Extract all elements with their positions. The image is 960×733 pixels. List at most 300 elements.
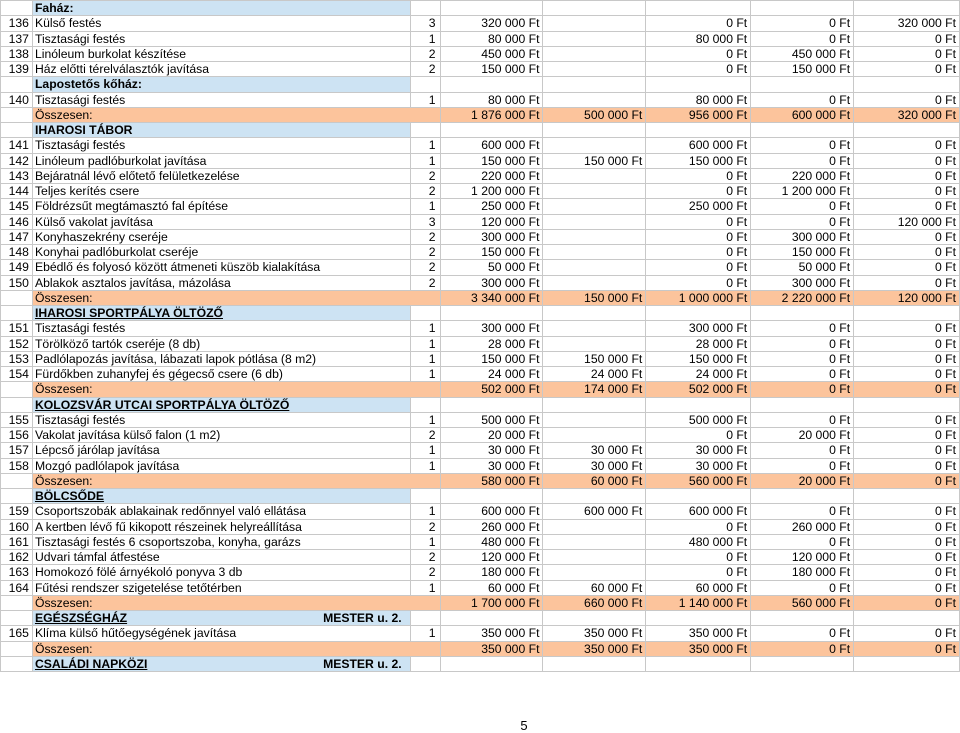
- empty-cell: [646, 1, 751, 16]
- table-row: [1, 504, 960, 519]
- empty-cell: [854, 77, 960, 92]
- item-col2: 0 Ft: [646, 62, 751, 77]
- empty-cell: [543, 1, 646, 16]
- subtotal-label: Összesen:: [32, 641, 440, 656]
- row-number: 137: [1, 31, 33, 46]
- item-col3: 0 Ft: [751, 92, 854, 107]
- item-col2: 0 Ft: [646, 168, 751, 183]
- row-number-cell: [1, 1, 33, 16]
- row-number: 147: [1, 229, 33, 244]
- empty-cell: [543, 611, 646, 626]
- table-row: [1, 626, 960, 641]
- empty-cell: [440, 611, 543, 626]
- item-quantity: 2: [410, 184, 440, 199]
- item-col4: 0 Ft: [854, 138, 960, 153]
- table-row: [1, 199, 960, 214]
- row-number-cell: [1, 595, 33, 610]
- item-col4: 0 Ft: [854, 260, 960, 275]
- row-number: 145: [1, 199, 33, 214]
- section-header-row: [1, 656, 960, 671]
- item-col1: [543, 62, 646, 77]
- item-col2: 150 000 Ft: [646, 351, 751, 366]
- item-total: 80 000 Ft: [440, 31, 543, 46]
- table-row: [1, 565, 960, 580]
- item-name: Ház előtti térelválasztók javítása: [32, 62, 410, 77]
- subtotal-row: [1, 595, 960, 610]
- item-quantity: 2: [410, 62, 440, 77]
- item-total: 120 000 Ft: [440, 214, 543, 229]
- empty-cell: [854, 489, 960, 504]
- item-quantity: 1: [410, 626, 440, 641]
- item-col4: 0 Ft: [854, 458, 960, 473]
- section-title: [32, 611, 410, 626]
- item-col1: 24 000 Ft: [543, 367, 646, 382]
- item-total: 150 000 Ft: [440, 153, 543, 168]
- item-col1: [543, 229, 646, 244]
- empty-cell: [646, 397, 751, 412]
- item-col4: 0 Ft: [854, 626, 960, 641]
- empty-cell: [543, 306, 646, 321]
- empty-cell: [410, 656, 440, 671]
- item-total: 180 000 Ft: [440, 565, 543, 580]
- item-name: Udvari támfal átfestése: [32, 550, 410, 565]
- table-row: [1, 519, 960, 534]
- item-total: 250 000 Ft: [440, 199, 543, 214]
- item-col4: 0 Ft: [854, 229, 960, 244]
- row-number: 164: [1, 580, 33, 595]
- empty-cell: [410, 306, 440, 321]
- item-name: Lépcső járólap javítása: [32, 443, 410, 458]
- subtotal-col3: 0 Ft: [751, 641, 854, 656]
- subtotal-label: Összesen:: [32, 473, 440, 488]
- row-number: 154: [1, 367, 33, 382]
- row-number-cell: [1, 382, 33, 397]
- row-number: 139: [1, 62, 33, 77]
- empty-cell: [854, 306, 960, 321]
- row-number-cell: [1, 473, 33, 488]
- table-row: [1, 275, 960, 290]
- item-name: Csoportszobák ablakainak redőnnyel való ellátása: [32, 504, 410, 519]
- item-col1: [543, 168, 646, 183]
- subtotal-col2: 560 000 Ft: [646, 473, 751, 488]
- subtotal-label: Összesen:: [32, 595, 440, 610]
- subtotal-col2: 1 000 000 Ft: [646, 290, 751, 305]
- item-name: Bejáratnál lévő előtető felületkezelése: [32, 168, 410, 183]
- empty-cell: [410, 77, 440, 92]
- item-total: 450 000 Ft: [440, 46, 543, 61]
- item-col3: 0 Ft: [751, 351, 854, 366]
- table-row: [1, 92, 960, 107]
- item-col1: [543, 428, 646, 443]
- item-col2: 350 000 Ft: [646, 626, 751, 641]
- row-number: 156: [1, 428, 33, 443]
- item-col3: 0 Ft: [751, 534, 854, 549]
- item-name: Fűtési rendszer szigetelése tetőtérben: [32, 580, 410, 595]
- empty-cell: [410, 489, 440, 504]
- empty-cell: [543, 489, 646, 504]
- item-col4: 120 000 Ft: [854, 214, 960, 229]
- item-col1: [543, 214, 646, 229]
- item-col4: 320 000 Ft: [854, 16, 960, 31]
- subtotal-label: Összesen:: [32, 382, 440, 397]
- item-total: 500 000 Ft: [440, 412, 543, 427]
- item-quantity: 3: [410, 214, 440, 229]
- item-total: 320 000 Ft: [440, 16, 543, 31]
- item-quantity: 3: [410, 16, 440, 31]
- item-col3: 150 000 Ft: [751, 245, 854, 260]
- item-quantity: 1: [410, 321, 440, 336]
- item-total: 20 000 Ft: [440, 428, 543, 443]
- subtotal-col1: 60 000 Ft: [543, 473, 646, 488]
- item-col4: 0 Ft: [854, 367, 960, 382]
- item-quantity: 2: [410, 245, 440, 260]
- item-col3: 0 Ft: [751, 199, 854, 214]
- table-row: [1, 16, 960, 31]
- row-number: 151: [1, 321, 33, 336]
- table-row: [1, 336, 960, 351]
- item-col1: [543, 16, 646, 31]
- item-col1: [543, 534, 646, 549]
- empty-cell: [440, 489, 543, 504]
- row-number: 141: [1, 138, 33, 153]
- subtotal-row: [1, 382, 960, 397]
- table-row: [1, 580, 960, 595]
- empty-cell: [410, 611, 440, 626]
- empty-cell: [543, 77, 646, 92]
- table-row: [1, 153, 960, 168]
- item-quantity: 1: [410, 351, 440, 366]
- item-col3: 300 000 Ft: [751, 229, 854, 244]
- table-row: [1, 229, 960, 244]
- subtotal-total: 3 340 000 Ft: [440, 290, 543, 305]
- item-total: 80 000 Ft: [440, 92, 543, 107]
- subtotal-col2: 1 140 000 Ft: [646, 595, 751, 610]
- row-number: 149: [1, 260, 33, 275]
- item-col4: 0 Ft: [854, 321, 960, 336]
- item-name: Konyhaszekrény cseréje: [32, 229, 410, 244]
- table-row: [1, 46, 960, 61]
- item-col2: 500 000 Ft: [646, 412, 751, 427]
- item-col2: 150 000 Ft: [646, 153, 751, 168]
- item-total: 300 000 Ft: [440, 275, 543, 290]
- item-total: 150 000 Ft: [440, 351, 543, 366]
- subtotal-col1: 150 000 Ft: [543, 290, 646, 305]
- item-total: 24 000 Ft: [440, 367, 543, 382]
- item-col3: 0 Ft: [751, 31, 854, 46]
- subtotal-col3: 560 000 Ft: [751, 595, 854, 610]
- item-name: Konyhai padlóburkolat cseréje: [32, 245, 410, 260]
- section-title: [32, 656, 410, 671]
- item-col1: [543, 550, 646, 565]
- empty-cell: [646, 123, 751, 138]
- empty-cell: [410, 397, 440, 412]
- row-number: 152: [1, 336, 33, 351]
- item-col1: 600 000 Ft: [543, 504, 646, 519]
- section-title: KOLOZSVÁR UTCAI SPORTPÁLYA ÖLTÖZŐ: [32, 397, 410, 412]
- item-col2: 30 000 Ft: [646, 458, 751, 473]
- row-number: 146: [1, 214, 33, 229]
- item-name: Ablakok asztalos javítása, mázolása: [32, 275, 410, 290]
- item-col3: 0 Ft: [751, 504, 854, 519]
- subtotal-col3: 600 000 Ft: [751, 107, 854, 122]
- item-name: Tisztasági festés: [32, 138, 410, 153]
- subtotal-col1: 500 000 Ft: [543, 107, 646, 122]
- item-quantity: 1: [410, 92, 440, 107]
- item-total: 600 000 Ft: [440, 138, 543, 153]
- section-header-row: [1, 611, 960, 626]
- empty-cell: [854, 656, 960, 671]
- item-total: 350 000 Ft: [440, 626, 543, 641]
- empty-cell: [543, 397, 646, 412]
- section-title: BÖLCSŐDE: [32, 489, 410, 504]
- item-quantity: 1: [410, 580, 440, 595]
- item-col3: 0 Ft: [751, 138, 854, 153]
- row-number: 143: [1, 168, 33, 183]
- item-col4: 0 Ft: [854, 550, 960, 565]
- row-number-cell: [1, 641, 33, 656]
- item-quantity: 1: [410, 336, 440, 351]
- item-name: Törölköző tartók cseréje (8 db): [32, 336, 410, 351]
- item-col4: 0 Ft: [854, 580, 960, 595]
- item-col2: 480 000 Ft: [646, 534, 751, 549]
- item-col3: 20 000 Ft: [751, 428, 854, 443]
- item-quantity: 2: [410, 168, 440, 183]
- subtotal-col4: 320 000 Ft: [854, 107, 960, 122]
- section-title: IHAROSI TÁBOR: [32, 123, 410, 138]
- table-row: [1, 428, 960, 443]
- item-col4: 0 Ft: [854, 92, 960, 107]
- subtotal-label: Összesen:: [32, 290, 440, 305]
- item-quantity: 1: [410, 504, 440, 519]
- empty-cell: [751, 123, 854, 138]
- item-total: 30 000 Ft: [440, 443, 543, 458]
- item-col1: [543, 31, 646, 46]
- table-row: [1, 138, 960, 153]
- row-number: 150: [1, 275, 33, 290]
- empty-cell: [854, 611, 960, 626]
- table-row: [1, 214, 960, 229]
- subtotal-total: 350 000 Ft: [440, 641, 543, 656]
- item-col4: 0 Ft: [854, 534, 960, 549]
- section-address: MESTER u. 2.: [323, 611, 402, 626]
- row-number-cell: [1, 123, 33, 138]
- subtotal-col1: 174 000 Ft: [543, 382, 646, 397]
- item-col3: 0 Ft: [751, 214, 854, 229]
- item-quantity: 1: [410, 458, 440, 473]
- item-col2: 30 000 Ft: [646, 443, 751, 458]
- item-col2: 600 000 Ft: [646, 504, 751, 519]
- item-col3: 180 000 Ft: [751, 565, 854, 580]
- row-number: 162: [1, 550, 33, 565]
- empty-cell: [646, 611, 751, 626]
- item-col3: 0 Ft: [751, 458, 854, 473]
- table-row: [1, 367, 960, 382]
- item-col1: 30 000 Ft: [543, 443, 646, 458]
- item-col2: 0 Ft: [646, 260, 751, 275]
- item-col2: 24 000 Ft: [646, 367, 751, 382]
- item-col4: 0 Ft: [854, 245, 960, 260]
- item-quantity: 1: [410, 367, 440, 382]
- empty-cell: [751, 656, 854, 671]
- table-row: [1, 443, 960, 458]
- item-col2: 0 Ft: [646, 428, 751, 443]
- item-col2: 0 Ft: [646, 275, 751, 290]
- item-col3: 0 Ft: [751, 16, 854, 31]
- item-name: Tisztasági festés: [32, 321, 410, 336]
- item-name: Vakolat javítása külső falon (1 m2): [32, 428, 410, 443]
- item-name: Tisztasági festés: [32, 31, 410, 46]
- empty-cell: [440, 397, 543, 412]
- item-col3: 0 Ft: [751, 153, 854, 168]
- item-col2: 60 000 Ft: [646, 580, 751, 595]
- item-quantity: 1: [410, 138, 440, 153]
- subtotal-total: 1 700 000 Ft: [440, 595, 543, 610]
- item-col2: 600 000 Ft: [646, 138, 751, 153]
- table-row: [1, 351, 960, 366]
- row-number: 142: [1, 153, 33, 168]
- row-number-cell: [1, 489, 33, 504]
- item-col3: 120 000 Ft: [751, 550, 854, 565]
- item-col4: 0 Ft: [854, 153, 960, 168]
- empty-cell: [440, 1, 543, 16]
- subtotal-total: 580 000 Ft: [440, 473, 543, 488]
- item-col3: 260 000 Ft: [751, 519, 854, 534]
- subtotal-row: [1, 290, 960, 305]
- item-col1: [543, 46, 646, 61]
- item-col4: 0 Ft: [854, 336, 960, 351]
- table-row: [1, 260, 960, 275]
- item-col3: 0 Ft: [751, 626, 854, 641]
- subtotal-row: [1, 473, 960, 488]
- item-col3: 0 Ft: [751, 580, 854, 595]
- row-number-cell: [1, 107, 33, 122]
- section-title: IHAROSI SPORTPÁLYA ÖLTÖZŐ: [32, 306, 410, 321]
- item-col1: 60 000 Ft: [543, 580, 646, 595]
- item-quantity: 2: [410, 565, 440, 580]
- row-number: 136: [1, 16, 33, 31]
- empty-cell: [646, 489, 751, 504]
- empty-cell: [854, 123, 960, 138]
- item-col2: 0 Ft: [646, 16, 751, 31]
- subtotal-total: 502 000 Ft: [440, 382, 543, 397]
- empty-cell: [410, 1, 440, 16]
- subtotal-col3: 20 000 Ft: [751, 473, 854, 488]
- row-number-cell: [1, 306, 33, 321]
- empty-cell: [440, 656, 543, 671]
- table-row: [1, 31, 960, 46]
- table-row: [1, 550, 960, 565]
- item-col2: 300 000 Ft: [646, 321, 751, 336]
- item-total: 220 000 Ft: [440, 168, 543, 183]
- item-col2: 0 Ft: [646, 229, 751, 244]
- item-col4: 0 Ft: [854, 275, 960, 290]
- table-row: [1, 62, 960, 77]
- subtotal-col1: 350 000 Ft: [543, 641, 646, 656]
- item-name: Teljes kerítés csere: [32, 184, 410, 199]
- item-name: Fürdőkben zuhanyfej és gégecső csere (6 db): [32, 367, 410, 382]
- item-col2: 0 Ft: [646, 519, 751, 534]
- item-col4: 0 Ft: [854, 168, 960, 183]
- section-header-row: [1, 1, 960, 16]
- item-name: Külső festés: [32, 16, 410, 31]
- row-number-cell: [1, 397, 33, 412]
- item-total: 60 000 Ft: [440, 580, 543, 595]
- page-number: [0, 718, 960, 733]
- empty-cell: [854, 1, 960, 16]
- item-name: Tisztasági festés: [32, 412, 410, 427]
- table-row: [1, 184, 960, 199]
- subtotal-col1: 660 000 Ft: [543, 595, 646, 610]
- section-address: MESTER u. 2.: [323, 656, 402, 671]
- item-col4: 0 Ft: [854, 428, 960, 443]
- item-col3: 0 Ft: [751, 443, 854, 458]
- item-col1: [543, 245, 646, 260]
- item-name: Padlólapozás javítása, lábazati lapok pótlása (8 m2): [32, 351, 410, 366]
- row-number: 148: [1, 245, 33, 260]
- item-quantity: 1: [410, 534, 440, 549]
- item-col3: 0 Ft: [751, 367, 854, 382]
- item-col2: 0 Ft: [646, 214, 751, 229]
- item-col1: [543, 275, 646, 290]
- row-number: 163: [1, 565, 33, 580]
- empty-cell: [751, 489, 854, 504]
- subtotal-col2: 502 000 Ft: [646, 382, 751, 397]
- row-number: 138: [1, 46, 33, 61]
- item-name: Klíma külső hűtőegységének javítása: [32, 626, 410, 641]
- item-col4: 0 Ft: [854, 351, 960, 366]
- empty-cell: [543, 656, 646, 671]
- row-number: 153: [1, 351, 33, 366]
- item-col1: 150 000 Ft: [543, 153, 646, 168]
- item-col3: 0 Ft: [751, 336, 854, 351]
- section-header-row: [1, 489, 960, 504]
- item-quantity: 2: [410, 519, 440, 534]
- item-name: Homokozó fölé árnyékoló ponyva 3 db: [32, 565, 410, 580]
- item-col2: 0 Ft: [646, 550, 751, 565]
- item-col4: 0 Ft: [854, 184, 960, 199]
- table-row: [1, 458, 960, 473]
- empty-cell: [751, 77, 854, 92]
- item-name: Linóleum burkolat készítése: [32, 46, 410, 61]
- empty-cell: [751, 611, 854, 626]
- item-col2: 0 Ft: [646, 184, 751, 199]
- item-name: Tisztasági festés 6 csoportszoba, konyha, garázs: [32, 534, 410, 549]
- item-col3: 0 Ft: [751, 321, 854, 336]
- item-col3: 50 000 Ft: [751, 260, 854, 275]
- item-col4: 0 Ft: [854, 199, 960, 214]
- item-col3: 220 000 Ft: [751, 168, 854, 183]
- page-number-text: 5: [520, 718, 528, 733]
- row-number: 155: [1, 412, 33, 427]
- item-quantity: 2: [410, 428, 440, 443]
- section-title: Lapostetős kőház:: [32, 77, 410, 92]
- item-name: Ebédlő és folyosó között átmeneti küszöb kialakítása: [32, 260, 410, 275]
- empty-cell: [440, 77, 543, 92]
- item-col4: 0 Ft: [854, 46, 960, 61]
- row-number: 140: [1, 92, 33, 107]
- subtotal-col2: 956 000 Ft: [646, 107, 751, 122]
- item-quantity: 2: [410, 275, 440, 290]
- empty-cell: [440, 123, 543, 138]
- item-quantity: 2: [410, 260, 440, 275]
- item-col1: [543, 321, 646, 336]
- item-quantity: 1: [410, 443, 440, 458]
- empty-cell: [751, 1, 854, 16]
- item-col3: 450 000 Ft: [751, 46, 854, 61]
- subtotal-row: [1, 641, 960, 656]
- section-title-text: CSALÁDI NAPKÖZI: [34, 656, 148, 671]
- item-total: 1 200 000 Ft: [440, 184, 543, 199]
